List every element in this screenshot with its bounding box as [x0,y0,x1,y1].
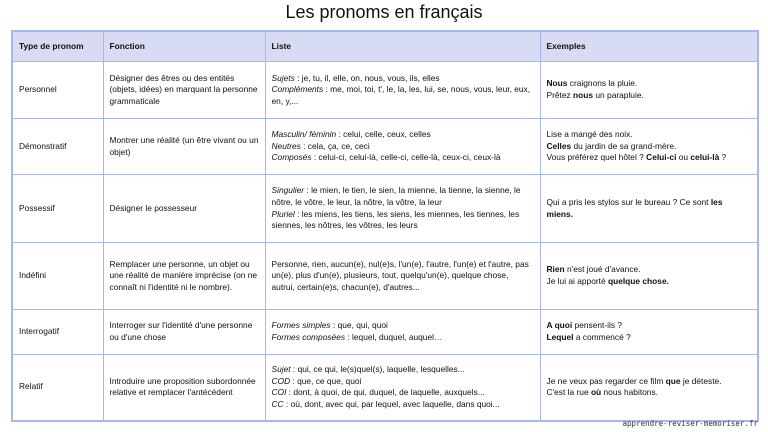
cell-type: Interrogatif [12,310,103,355]
table-row [12,355,758,421]
liste-text: : celui, celle, ceux, celles [336,129,431,140]
liste-item [272,129,534,141]
cell-type: Personnel [12,62,103,119]
liste-text: : cela, ça, ce, ceci [300,140,370,151]
liste-text: : qui, ce qui, le(s)quel(s), laquelle, lesquelles... [290,364,465,375]
exemple-text: nous habitons. [601,387,658,398]
exemple-line [547,376,752,388]
exemple-pronoun: nous [573,90,594,100]
cell-fonction: Montrer une réalité (un être vivant ou un objet) [103,119,265,175]
liste-label: Singulier [271,185,305,196]
exemple-text: Vous préférez quel hôtel ? [546,152,647,163]
exemple-pronoun: celui-là [690,152,720,163]
page-title: Les pronoms en français [285,2,483,22]
watermark: apprendre-reviser-memoriser.fr [622,419,758,428]
cell-liste [265,175,540,243]
liste-text: Personne, rien, aucun(e), nul(e)s, l'un(e), l'autre, l'un(e) et l'autre, pas un(e), plus d'un(e), plusieurs, tout, quelqu'un(e), quelque chose, autrui, certain(e)s, chacun(e), d'autres... [271,258,529,292]
liste-text: : celui-ci, celui-là, celle-ci, celle-là, ceux-ci, ceux-là [311,152,501,163]
exemple-text: Je lui ai apporté [546,276,608,286]
liste-item [272,376,534,388]
exemple-pronoun: quelque chose. [607,276,669,286]
exemple-text: n'est joué d'avance. [564,264,641,275]
liste-label: Neutres [271,140,301,151]
exemple-pronoun: que [665,375,681,386]
cell-exemples [540,310,758,355]
liste-item [272,320,534,332]
cell-liste [265,119,540,175]
table-row [12,175,758,243]
liste-text: : dont, à quoi, de qui, duquel, de laquelle, auxquels... [286,387,485,398]
liste-item [272,73,534,85]
liste-text: : je, tu, il, elle, on, nous, vous, ils, elles [294,72,440,83]
exemple-line [547,129,752,141]
liste-label: COD [271,375,291,386]
cell-type: Démonstratif [12,119,103,175]
header-exemples: Exemples [540,31,758,62]
liste-item [272,399,534,411]
exemple-pronoun: Nous [546,78,568,89]
liste-label: Pluriel [271,208,295,219]
exemple-text: Qui a pris les stylos sur le bureau ? Ce sont [546,196,711,207]
table-row [12,243,758,310]
liste-label: Sujets [271,72,295,83]
exemple-text: Lise a mangé des noix. [546,129,633,140]
exemple-pronoun: A quoi [546,320,573,331]
exemple-line [547,387,752,399]
exemple-text: ou [676,152,691,163]
exemple-text: Prêtez [546,90,574,100]
cell-liste [265,243,540,310]
table-row [12,310,758,355]
liste-text: : où, dont, avec qui, par lequel, avec laquelle, dans quoi... [283,398,500,409]
liste-text: : que, qui, quoi [330,320,388,331]
liste-item [272,332,534,344]
cell-exemples [540,243,758,310]
cell-type: Indéfini [12,243,103,310]
exemple-line [547,320,752,332]
header-type: Type de pronom [12,31,103,62]
cell-fonction: Désigner le possesseur [103,175,265,243]
cell-liste [265,62,540,119]
exemple-line [547,141,752,153]
liste-item [272,209,534,232]
liste-label: Composés [271,152,312,163]
exemple-pronoun: où [590,387,602,398]
cell-fonction: Introduire une proposition subordonnée relative et remplacer l'antécédent [103,355,265,421]
exemple-text: Je ne veux pas regarder ce film [546,375,666,386]
liste-text: : que, ce que, quoi [290,375,362,386]
liste-item [272,84,534,107]
liste-item [272,152,534,164]
exemple-text: pensent-ils ? [572,320,623,331]
table-body [12,62,758,421]
exemple-pronoun: Lequel [546,332,574,342]
exemple-line [547,197,752,220]
exemple-pronoun: les miens. [546,196,723,219]
liste-label: Masculin/ féminin [271,129,337,140]
liste-item [272,259,534,294]
liste-label: Sujet [271,364,291,375]
liste-text: : les miens, les tiens, les siens, les miennes, les tiennes, les siennes, les nôtres, les vôtres, les leurs [271,208,520,231]
cell-liste [265,310,540,355]
liste-text: : lequel, duquel, auquel… [345,332,443,342]
table-row [12,119,758,175]
cell-exemples [540,119,758,175]
cell-liste [265,355,540,421]
liste-item [272,364,534,376]
header-liste: Liste [265,31,540,62]
exemple-line [547,276,752,288]
exemple-text: C'est la rue [546,387,591,398]
pronouns-table [11,30,759,422]
liste-item [272,387,534,399]
cell-type: Relatif [12,355,103,421]
cell-type: Possessif [12,175,103,243]
liste-text: : me, moi, toi, t', le, la, les, lui, se, nous, vous, leur, eux, en, y,... [271,84,531,106]
exemple-pronoun: Celles [546,140,572,151]
exemple-text: je déteste. [680,375,722,386]
cell-exemples [540,175,758,243]
table-header-row [12,31,758,62]
liste-text: : le mien, le tien, le sien, la mienne, la tienne, la sienne, le nôtre, le vôtre, le leur, la nôtre, la vôtre, la leur [271,185,521,207]
exemple-text: a commencé ? [573,332,631,342]
exemple-line [547,152,752,164]
liste-label: COI [271,387,287,398]
exemple-pronoun: Rien [546,264,565,275]
exemple-pronoun: Celui-ci [646,152,677,163]
exemple-text: du jardin de sa grand-mère. [571,140,677,151]
liste-label: CC [271,398,284,409]
header-fonction: Fonction [103,31,265,62]
exemple-line [547,90,752,102]
cell-fonction: Désigner des êtres ou des entités (objets, idées) en marquant la personne grammaticale [103,62,265,119]
liste-label: Compléments [271,84,324,95]
cell-fonction: Interroger sur l'identité d'une personne ou d'une chose [103,310,265,355]
liste-item [272,141,534,153]
exemple-text: craignons la pluie. [567,78,638,89]
liste-item [272,185,534,208]
exemple-text: ? [719,152,727,163]
cell-exemples [540,62,758,119]
exemple-text: un parapluie. [593,90,644,100]
liste-label: Formes composées [271,332,346,342]
exemple-line [547,264,752,276]
cell-fonction: Remplacer une personne, un objet ou une réalité de manière imprécise (on ne connaît ni l'identité ni le nombre). [103,243,265,310]
exemple-line [547,78,752,90]
liste-label: Formes simples [271,320,331,331]
exemple-line [547,332,752,344]
cell-exemples [540,355,758,421]
table-row [12,62,758,119]
